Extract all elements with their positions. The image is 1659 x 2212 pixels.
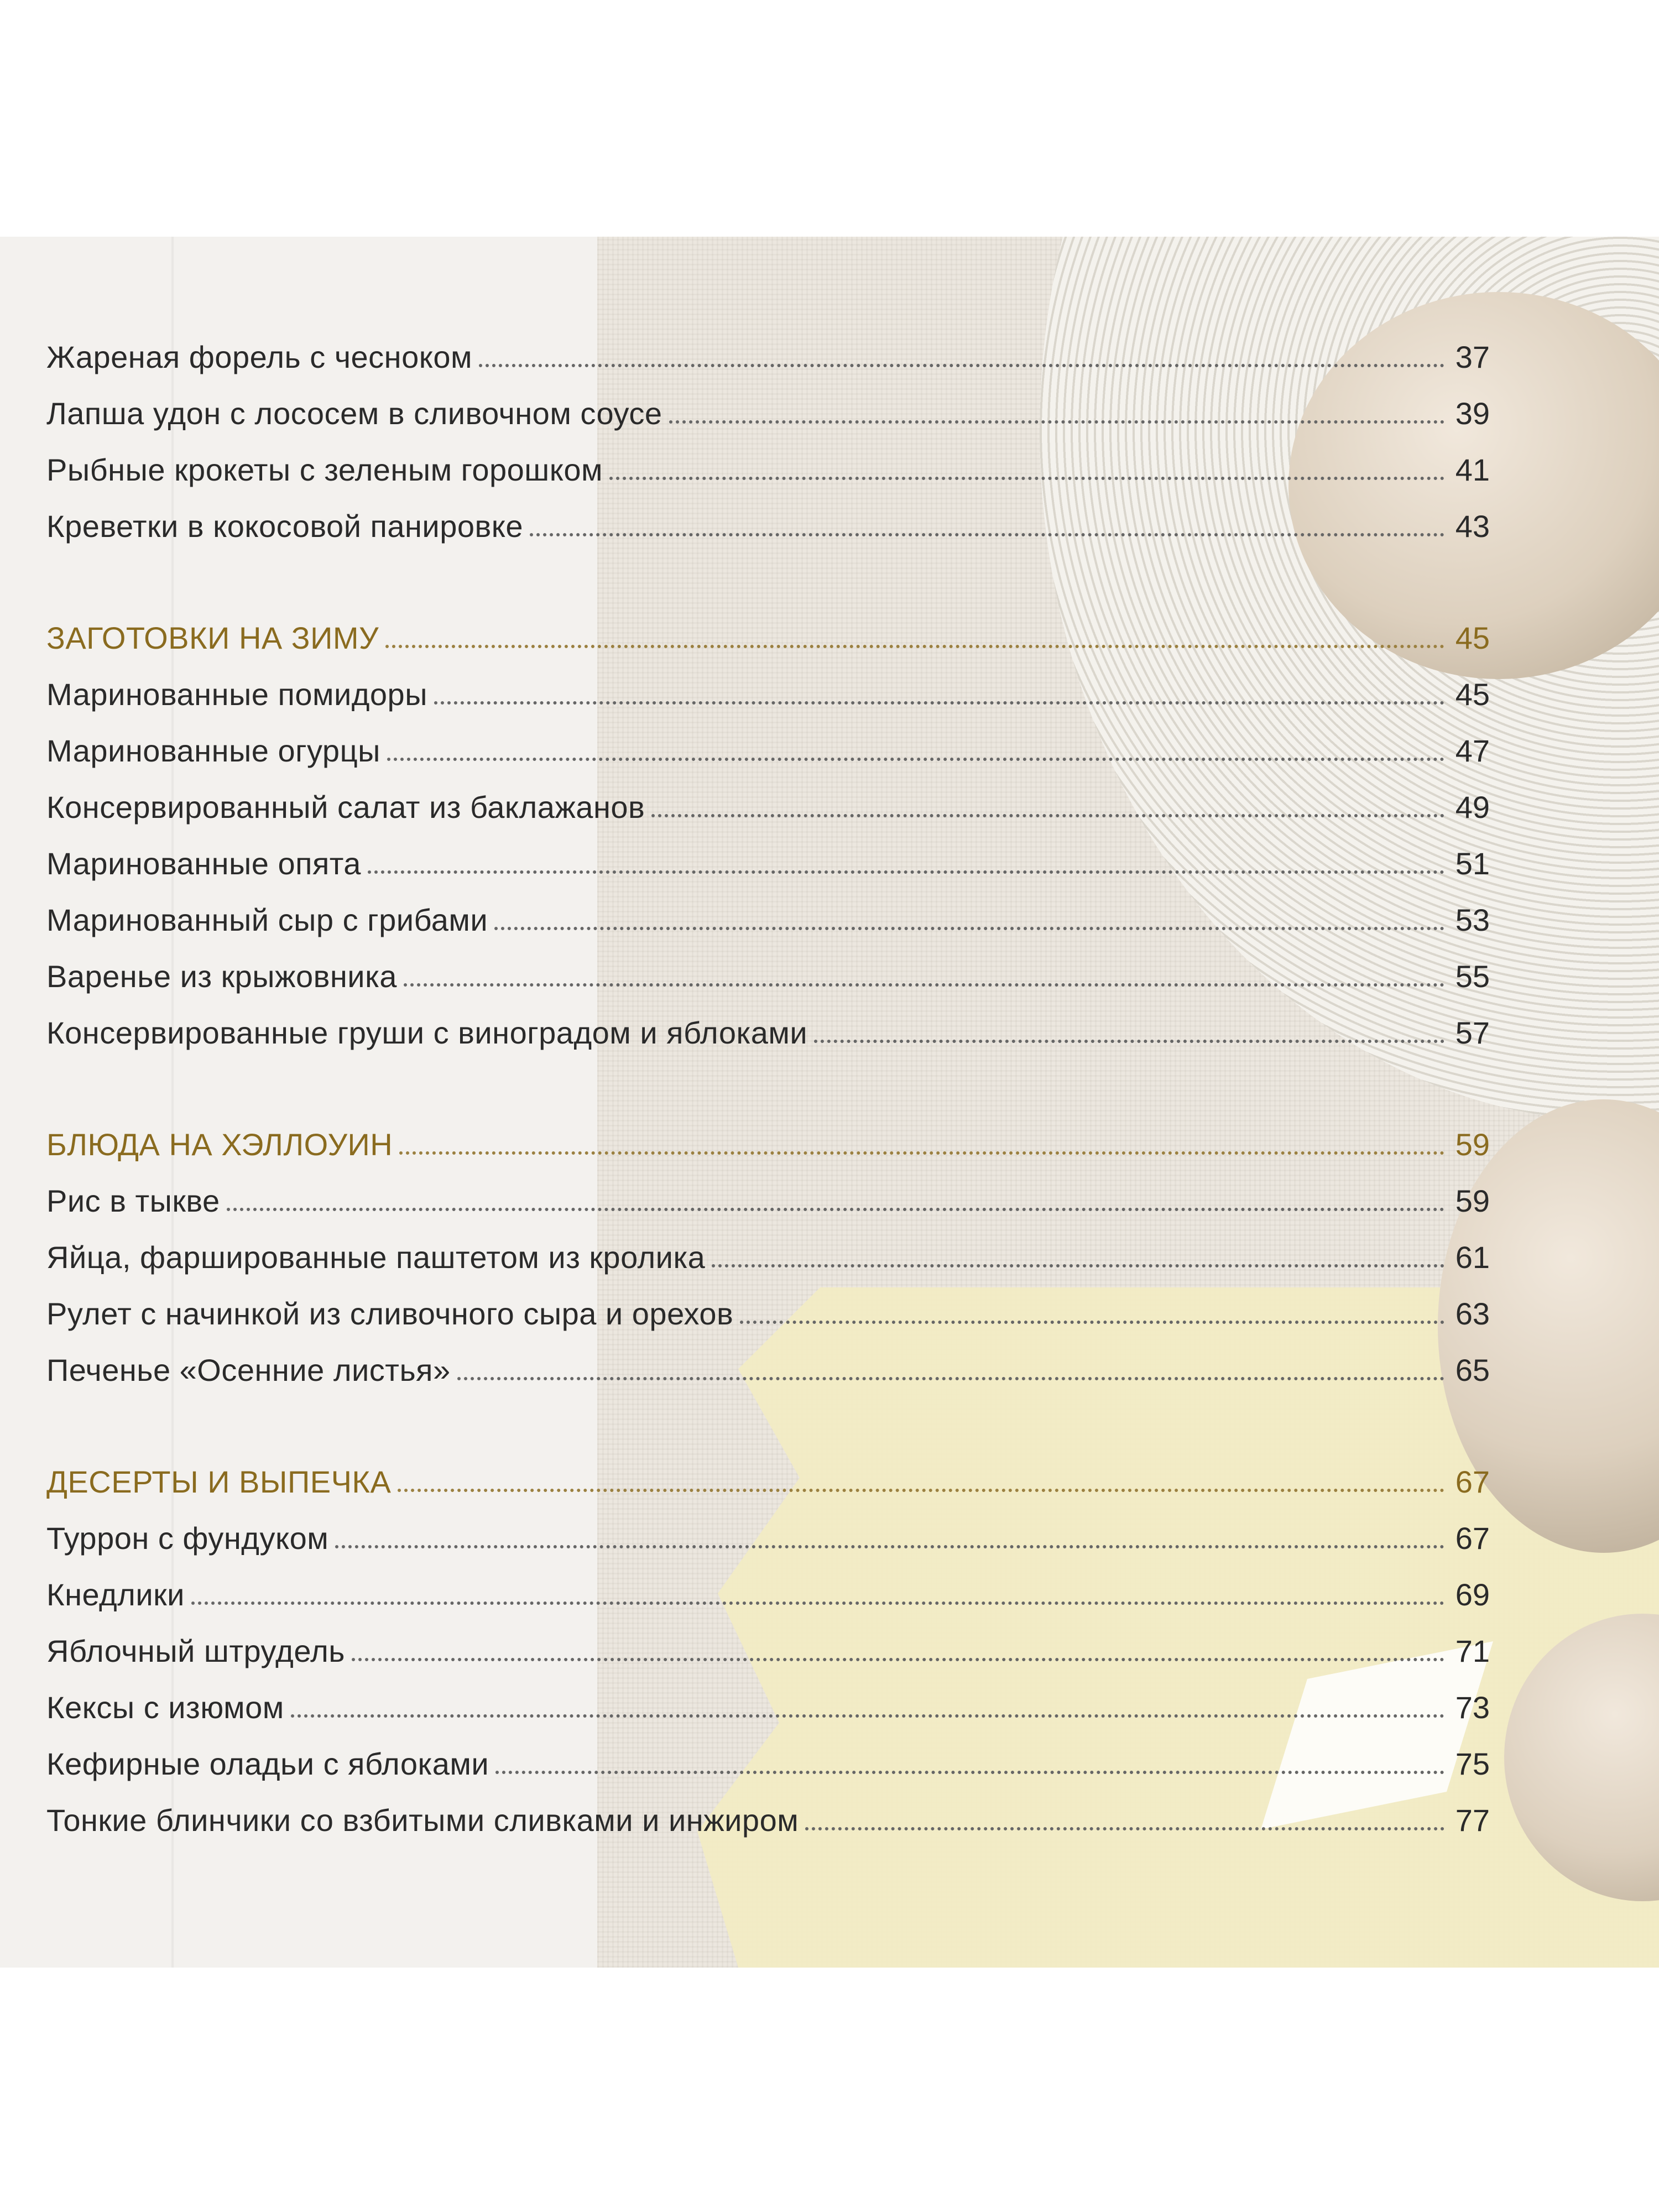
page-number: 45: [1455, 620, 1490, 655]
dot-leader: [191, 1601, 1444, 1605]
toc-entry-title: Консервированные груши с виноградом и яблоками: [46, 1015, 808, 1050]
page-number: 51: [1455, 846, 1490, 881]
page-number: 37: [1455, 340, 1490, 374]
page-number: 57: [1455, 1015, 1490, 1050]
dot-leader: [609, 477, 1444, 480]
page-number: 39: [1455, 396, 1490, 431]
toc-row: [46, 1512, 1490, 1556]
toc-entry-title: Маринованный сыр с грибами: [46, 902, 488, 937]
toc-entry-title: Маринованные огурцы: [46, 733, 380, 768]
toc-section-row: [46, 1118, 1490, 1162]
toc-entry-title: Кексы с изюмом: [46, 1690, 284, 1725]
page-number: 63: [1455, 1296, 1490, 1331]
dot-leader: [651, 814, 1444, 817]
dot-leader: [434, 701, 1444, 705]
toc-entry-title: Жареная форель с чесноком: [46, 340, 473, 374]
dot-leader: [740, 1321, 1444, 1324]
toc-row: [46, 837, 1490, 881]
toc-section-title: ДЕСЕРТЫ И ВЫПЕЧКА: [46, 1464, 392, 1499]
page-number: 75: [1455, 1746, 1490, 1781]
toc-entry-title: Тонкие блинчики со взбитыми сливками и инжиром: [46, 1803, 799, 1838]
dot-leader: [457, 1377, 1444, 1380]
page-number: 53: [1455, 902, 1490, 937]
toc-row: [46, 444, 1490, 488]
toc-entry-title: Яйца, фаршированные паштетом из кролика: [46, 1240, 706, 1275]
page-number: 65: [1455, 1353, 1490, 1387]
toc-entry-title: Рис в тыкве: [46, 1183, 220, 1218]
dot-leader: [227, 1208, 1444, 1211]
dot-leader: [335, 1545, 1444, 1548]
toc-entry-title: Варенье из крыжовника: [46, 959, 397, 994]
dot-leader: [291, 1714, 1444, 1718]
page-number: 59: [1455, 1127, 1490, 1162]
page-number: 71: [1455, 1634, 1490, 1668]
page-number: 73: [1455, 1690, 1490, 1725]
dot-leader: [479, 364, 1444, 367]
dot-leader: [404, 983, 1444, 987]
toc-entry-title: Маринованные помидоры: [46, 677, 427, 712]
page-number: 47: [1455, 733, 1490, 768]
toc-row: [46, 781, 1490, 825]
dot-leader: [530, 533, 1444, 536]
toc-entry-title: Креветки в кокосовой панировке: [46, 509, 524, 544]
dot-leader: [494, 927, 1444, 930]
toc-entry-title: Кнедлики: [46, 1577, 185, 1612]
page-number: 45: [1455, 677, 1490, 712]
dot-leader: [387, 758, 1444, 761]
toc-entry-title: Консервированный салат из баклажанов: [46, 790, 645, 825]
dot-leader: [669, 420, 1444, 424]
toc-entry-title: Печенье «Осенние листья»: [46, 1353, 451, 1387]
toc-row: [46, 1794, 1490, 1838]
toc-row: [46, 668, 1490, 712]
toc-row: [46, 500, 1490, 544]
dot-leader: [399, 1151, 1444, 1155]
page-number: 69: [1455, 1577, 1490, 1612]
toc-row: [46, 950, 1490, 994]
toc-entry-title: Туррон с фундуком: [46, 1521, 329, 1556]
page-number: 61: [1455, 1240, 1490, 1275]
toc-section-title: БЛЮДА НА ХЭЛЛОУИН: [46, 1127, 393, 1162]
toc-row: [46, 724, 1490, 769]
toc-row: [46, 1006, 1490, 1051]
toc-row: [46, 1344, 1490, 1388]
dot-leader: [398, 1489, 1444, 1492]
toc-entry-title: Яблочный штрудель: [46, 1634, 345, 1668]
dot-leader: [352, 1658, 1444, 1661]
toc-row: [46, 1738, 1490, 1782]
toc-row: [46, 1287, 1490, 1332]
page-number: 55: [1455, 959, 1490, 994]
toc-row: [46, 894, 1490, 938]
toc-row: [46, 1681, 1490, 1725]
toc-section-row: [46, 612, 1490, 656]
toc-row: [46, 387, 1490, 431]
dot-leader: [805, 1827, 1444, 1830]
toc-entry-title: Маринованные опята: [46, 846, 361, 881]
toc-row: [46, 1568, 1490, 1613]
toc-row: [46, 331, 1490, 375]
dot-leader: [712, 1264, 1444, 1267]
toc-entry-title: Рыбные крокеты с зеленым горошком: [46, 452, 603, 487]
dot-leader: [385, 645, 1444, 648]
toc-row: [46, 1231, 1490, 1275]
toc-section-row: [46, 1455, 1490, 1500]
dot-leader: [814, 1040, 1444, 1043]
toc-row: [46, 1625, 1490, 1669]
toc-entry-title: Рулет с начинкой из сливочного сыра и орехов: [46, 1296, 734, 1331]
page-number: 67: [1455, 1521, 1490, 1556]
page-number: 59: [1455, 1183, 1490, 1218]
page-number: 49: [1455, 790, 1490, 825]
toc-entry-title: Лапша удон с лососем в сливочном соусе: [46, 396, 662, 431]
page-background: [0, 237, 1659, 1968]
toc-row: [46, 1175, 1490, 1219]
toc-section-title: ЗАГОТОВКИ НА ЗИМУ: [46, 620, 379, 655]
dot-leader: [368, 870, 1444, 874]
page-number: 43: [1455, 509, 1490, 544]
dot-leader: [495, 1771, 1444, 1774]
page-number: 77: [1455, 1803, 1490, 1838]
page-number: 67: [1455, 1464, 1490, 1499]
page-number: 41: [1455, 452, 1490, 487]
toc-entry-title: Кефирные оладьи с яблоками: [46, 1746, 489, 1781]
